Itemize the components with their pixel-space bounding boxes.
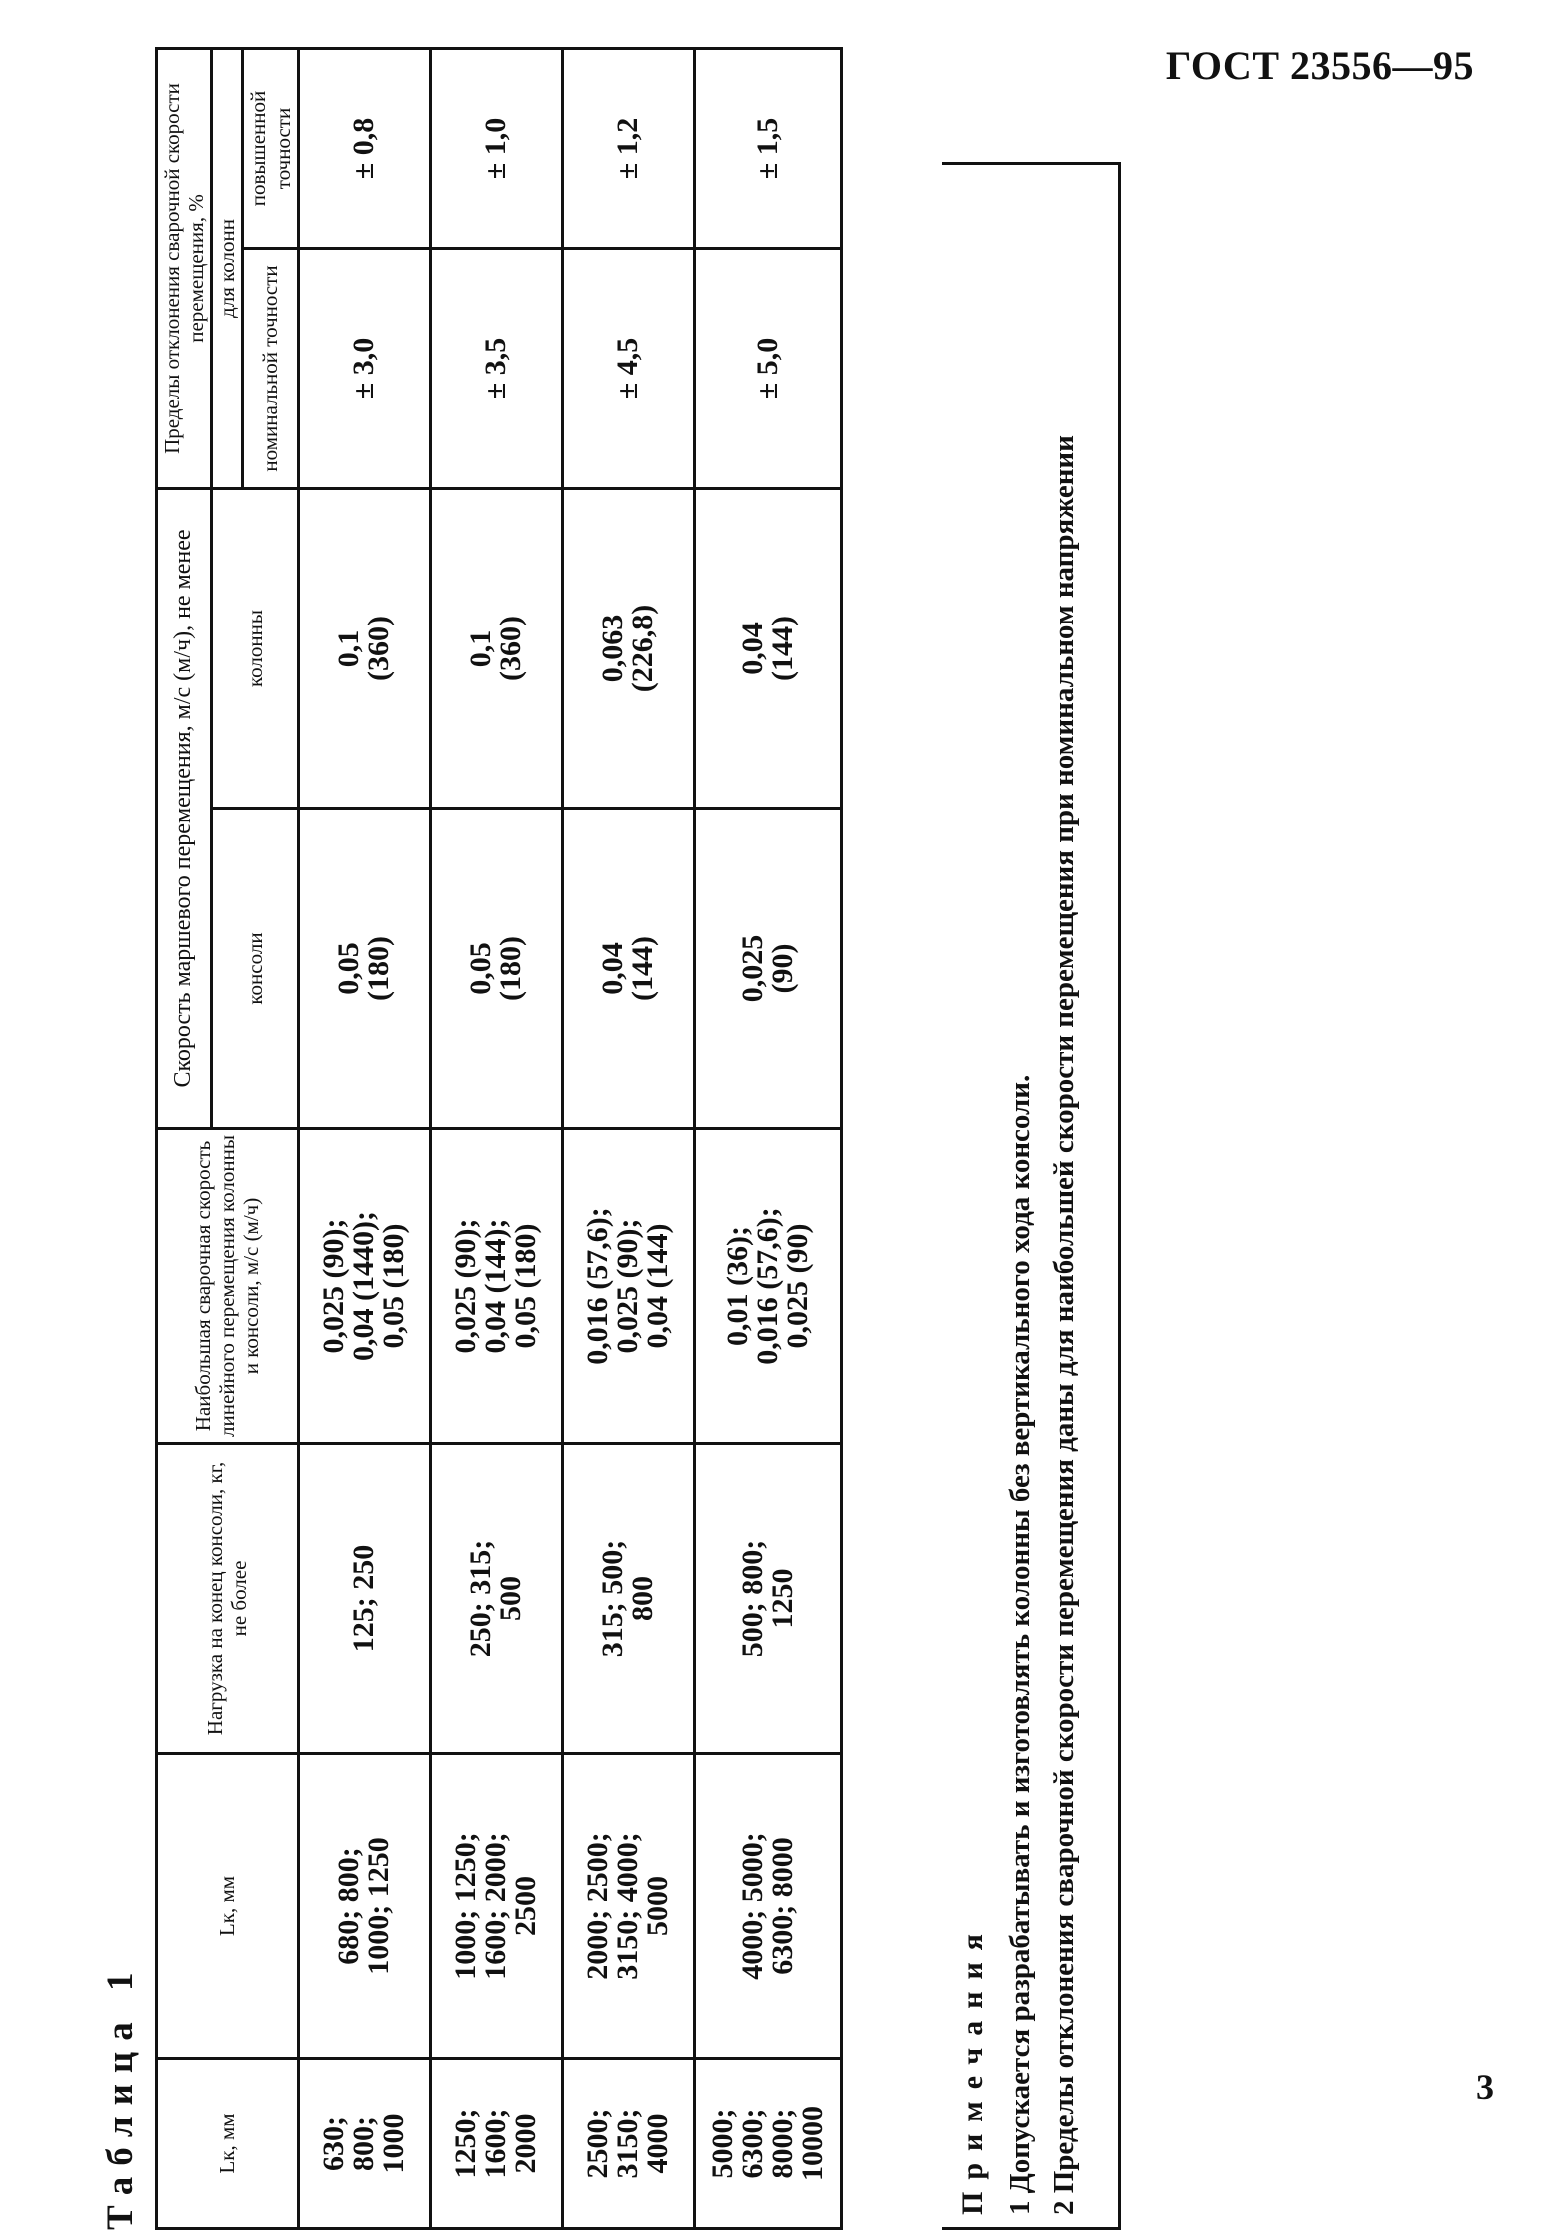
cell-lk-2: 1000; 1250; 1600; 2000; 2500 bbox=[430, 1754, 562, 2059]
header-lk-2: Lк, мм bbox=[157, 1754, 299, 2059]
header-for-column: для колонн bbox=[212, 48, 243, 488]
cell-load: 500; 800; 1250 bbox=[694, 1444, 841, 1754]
cell-load: 315; 500; 800 bbox=[562, 1444, 694, 1754]
table-row bbox=[694, 48, 841, 2228]
cell-increased: ± 1,2 bbox=[562, 48, 694, 248]
cell-lk-1: 5000; 6300; 8000; 10000 bbox=[694, 2059, 841, 2229]
table-row bbox=[430, 48, 562, 2228]
table-caption: Таблица 1 bbox=[100, 1961, 141, 2230]
header-max-speed: Наибольшая сварочная скорость линейного перемещения колонны и консоли, м/с (м/ч) bbox=[157, 1129, 299, 1444]
cell-lk-1: 1250; 1600; 2000 bbox=[430, 2059, 562, 2229]
cell-speed-column: 0,1 (360) bbox=[430, 488, 562, 808]
table-row bbox=[562, 48, 694, 2228]
cell-load: 250; 315; 500 bbox=[430, 1444, 562, 1754]
cell-max-speed: 0,01 (36); 0,016 (57,6); 0,025 (90) bbox=[694, 1129, 841, 1444]
cell-speed-column: 0,1 (360) bbox=[298, 488, 430, 808]
header-lk-1: Lк, мм bbox=[157, 2059, 299, 2229]
cell-speed-console: 0,025 (90) bbox=[694, 809, 841, 1129]
cell-lk-1: 2500; 3150; 4000 bbox=[562, 2059, 694, 2229]
cell-max-speed: 0,016 (57,6); 0,025 (90); 0,04 (144) bbox=[562, 1129, 694, 1444]
cell-load: 125; 250 bbox=[298, 1444, 430, 1754]
cell-lk-2: 4000; 5000; 6300; 8000 bbox=[694, 1754, 841, 2059]
cell-nominal: ± 4,5 bbox=[562, 248, 694, 488]
header-nominal-accuracy: номинальной точности bbox=[243, 248, 298, 488]
specs-table bbox=[155, 47, 843, 2230]
cell-lk-1: 630; 800; 1000 bbox=[298, 2059, 430, 2229]
header-load: Нагрузка на конец консоли, кг, не более bbox=[157, 1444, 299, 1754]
notes-section bbox=[942, 162, 1121, 2230]
header-march-speed-group: Скорость маршевого перемещения, м/с (м/ч), не менее bbox=[157, 488, 212, 1128]
header-speed-console: консоли bbox=[212, 809, 298, 1129]
cell-max-speed: 0,025 (90); 0,04 (1440); 0,05 (180) bbox=[298, 1129, 430, 1444]
document-standard-number: ГОСТ 23556—95 bbox=[1165, 43, 1474, 88]
cell-speed-column: 0,04 (144) bbox=[694, 488, 841, 808]
header-increased-accuracy: повышенной точности bbox=[243, 48, 298, 248]
cell-increased: ± 1,0 bbox=[430, 48, 562, 248]
notes-title: Примечания bbox=[956, 1921, 989, 2215]
header-speed-column: колонны bbox=[212, 488, 298, 808]
cell-speed-column: 0,063 (226,8) bbox=[562, 488, 694, 808]
cell-nominal: ± 5,0 bbox=[694, 248, 841, 488]
cell-lk-2: 680; 800; 1000; 1250 bbox=[298, 1754, 430, 2059]
cell-speed-console: 0,04 (144) bbox=[562, 809, 694, 1129]
cell-increased: ± 0,8 bbox=[298, 48, 430, 248]
cell-max-speed: 0,025 (90); 0,04 (144); 0,05 (180) bbox=[430, 1129, 562, 1444]
cell-lk-2: 2000; 2500; 3150; 4000; 5000 bbox=[562, 1754, 694, 2059]
rotated-table-block bbox=[91, 83, 1131, 2230]
cell-nominal: ± 3,0 bbox=[298, 248, 430, 488]
cell-speed-console: 0,05 (180) bbox=[430, 809, 562, 1129]
cell-nominal: ± 3,5 bbox=[430, 248, 562, 488]
note-item-2: 2 Пределы отклонения сварочной скорости перемещения даны для наибольшей скорости перемещения при номинальном напряжении bbox=[1048, 435, 1081, 2215]
cell-increased: ± 1,5 bbox=[694, 48, 841, 248]
cell-speed-console: 0,05 (180) bbox=[298, 809, 430, 1129]
page-number: 3 bbox=[1476, 2067, 1494, 2107]
header-deviation-limits-group: Пределы отклонения сварочной скорости перемещения, % bbox=[157, 48, 212, 488]
table-row bbox=[298, 48, 430, 2228]
note-item-1: 1 Допускается разрабатывать и изготовлять колонны без вертикального хода консоли. bbox=[1004, 1074, 1036, 2215]
